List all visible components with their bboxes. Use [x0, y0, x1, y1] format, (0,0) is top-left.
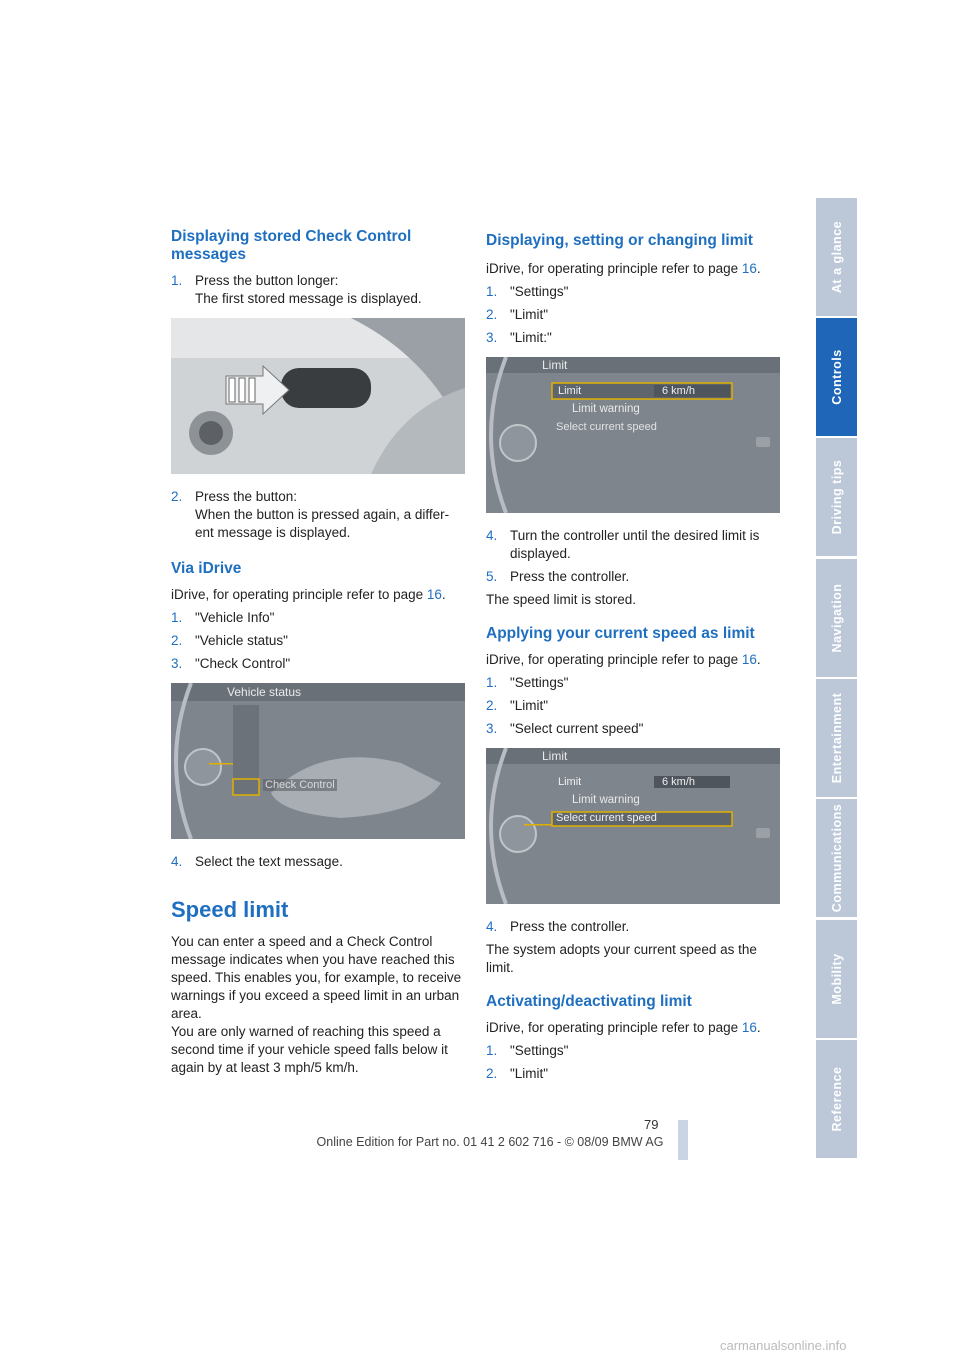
display-steps — [486, 283, 780, 347]
step-subtext: The first stored message is displayed. — [195, 291, 422, 306]
step-number: 2. — [486, 698, 498, 713]
list-item — [486, 918, 780, 936]
list-item — [486, 720, 780, 738]
step-number: 1. — [171, 273, 183, 288]
page-ref-link[interactable]: 16 — [741, 261, 757, 276]
list-item — [171, 655, 465, 673]
speed-paragraph-1: You can enter a speed and a Check Control message indicates when you have reached this speed. This enables you, for example, to receive warnings if you exceed a speed limit in an urban area. — [171, 934, 462, 1021]
idrive-intro: iDrive, for operating principle refer to page 16. — [171, 587, 446, 602]
row-limit-label: Limit — [558, 776, 582, 788]
step-text: Select the text message. — [195, 854, 343, 869]
step-text: Turn the controller until the desired limit is displayed. — [510, 528, 760, 561]
list-item — [486, 697, 780, 715]
tab-controls[interactable] — [816, 318, 857, 436]
apply-step-4 — [486, 918, 780, 936]
step-text: "Select current speed" — [510, 721, 644, 736]
list-item — [486, 306, 780, 324]
activate-steps — [486, 1042, 780, 1083]
step-number: 4. — [486, 919, 498, 934]
tab-mobility[interactable] — [816, 920, 857, 1038]
row-limit-value: 6 km/h — [662, 385, 696, 397]
heading-stored-messages: Displaying stored Check Control messages — [171, 228, 412, 263]
heading-display-limit: Displaying, setting or changing limit — [486, 232, 753, 249]
stored-steps-2 — [171, 488, 465, 542]
tab-driving-tips[interactable] — [816, 438, 857, 556]
stored-text: The speed limit is stored. — [486, 592, 637, 607]
list-item — [486, 329, 780, 347]
tab-label: At a glance — [829, 220, 844, 294]
tab-label: Communications — [829, 803, 844, 913]
screen-title: Limit — [542, 358, 568, 372]
row-limit-warning: Limit warning — [572, 403, 640, 415]
tab-label: Entertainment — [829, 692, 844, 784]
step-text: Press the controller. — [510, 919, 630, 934]
chapter-tabs — [816, 198, 857, 1160]
intro-text: iDrive, for operating principle refer to page — [486, 261, 742, 276]
right-column — [486, 228, 780, 1088]
step-text: "Settings" — [510, 1043, 569, 1058]
screen-title: Limit — [542, 749, 568, 763]
intro-text: iDrive, for operating principle refer to page — [486, 1020, 742, 1035]
list-item — [171, 488, 465, 542]
heading-speed-limit: Speed limit — [171, 897, 289, 922]
stored-steps-1 — [171, 272, 465, 308]
heading-activate-limit: Activating/deactivating limit — [486, 993, 692, 1010]
list-item — [171, 609, 465, 627]
select-speed-screen-figure — [486, 748, 780, 904]
step-text: "Limit:" — [510, 330, 552, 345]
step-number: 4. — [171, 854, 183, 869]
list-item — [486, 674, 780, 692]
heading-apply-current-speed: Applying your current speed as limit — [486, 625, 755, 642]
tab-reference[interactable] — [816, 1040, 857, 1158]
tab-communications[interactable] — [816, 799, 857, 917]
idrive-step-4 — [171, 853, 465, 871]
steering-column-figure — [171, 318, 465, 474]
step-number: 3. — [486, 721, 498, 736]
step-number: 1. — [171, 610, 183, 625]
list-item — [171, 632, 465, 650]
footer-text: Online Edition for Part no. 01 41 2 602 716 - © 08/09 BMW AG — [316, 1135, 664, 1149]
limit-screen-figure — [486, 357, 780, 513]
step-number: 2. — [171, 489, 183, 504]
step-subtext: When the button is pressed again, a differ-ent message is displayed. — [195, 507, 450, 540]
step-text: "Vehicle Info" — [195, 610, 275, 625]
step-number: 3. — [171, 656, 183, 671]
step-number: 5. — [486, 569, 498, 584]
tab-navigation[interactable] — [816, 559, 857, 677]
tab-label: Driving tips — [829, 459, 844, 535]
list-item — [486, 527, 780, 563]
display-steps-2 — [486, 527, 780, 586]
step-text: "Vehicle status" — [195, 633, 288, 648]
apply-intro: iDrive, for operating principle refer to page 16. — [486, 652, 761, 667]
step-text: "Limit" — [510, 698, 549, 713]
screen-item-check-control: Check Control — [265, 779, 335, 791]
step-number: 1. — [486, 284, 498, 299]
row-limit-value: 6 km/h — [662, 776, 696, 788]
list-item — [171, 272, 465, 308]
tab-label: Mobility — [829, 953, 844, 1005]
intro-text: iDrive, for operating principle refer to page — [171, 587, 427, 602]
step-text: "Limit" — [510, 1066, 549, 1081]
row-select-current-speed: Select current speed — [556, 421, 657, 433]
tab-label: Reference — [829, 1066, 844, 1132]
screen-title: Vehicle status — [227, 685, 302, 699]
page-number: 79 — [644, 1117, 659, 1132]
idrive-steps — [171, 609, 465, 673]
page-ref-link[interactable]: 16 — [741, 652, 757, 667]
step-number: 1. — [486, 1043, 498, 1058]
step-text: "Check Control" — [195, 656, 291, 671]
tab-at-a-glance[interactable] — [816, 198, 857, 316]
page-ref-link[interactable]: 16 — [741, 1020, 757, 1035]
step-number: 4. — [486, 528, 498, 543]
step-text: "Settings" — [510, 284, 569, 299]
apply-result: The system adopts your current speed as the limit. — [486, 942, 757, 975]
step-number: 2. — [486, 307, 498, 322]
row-limit-warning: Limit warning — [572, 794, 640, 806]
step-text: Press the button longer: — [195, 273, 339, 288]
list-item — [486, 1042, 780, 1060]
heading-via-idrive: Via iDrive — [171, 560, 242, 577]
tab-label: Controls — [829, 349, 844, 405]
tab-label: Navigation — [829, 583, 844, 653]
watermark: carmanualsonline.info — [720, 1338, 847, 1353]
step-number: 2. — [486, 1066, 498, 1081]
intro-text: iDrive, for operating principle refer to page — [486, 652, 742, 667]
step-text: "Settings" — [510, 675, 569, 690]
step-number: 2. — [171, 633, 183, 648]
step-number: 3. — [486, 330, 498, 345]
row-select-current-speed: Select current speed — [556, 812, 657, 824]
apply-steps — [486, 674, 780, 738]
list-item — [171, 853, 465, 871]
tab-entertainment[interactable] — [816, 679, 857, 797]
step-text: Press the controller. — [510, 569, 630, 584]
page-ref-link[interactable]: 16 — [426, 587, 442, 602]
left-column — [171, 228, 465, 1082]
step-text: Press the button: — [195, 489, 298, 504]
row-limit-label: Limit — [558, 385, 582, 397]
activate-intro: iDrive, for operating principle refer to page 16. — [486, 1020, 761, 1035]
list-item — [486, 1065, 780, 1083]
vehicle-status-figure — [171, 683, 465, 839]
list-item — [486, 283, 780, 301]
step-number: 1. — [486, 675, 498, 690]
list-item — [486, 568, 780, 586]
step-text: "Limit" — [510, 307, 549, 322]
display-intro: iDrive, for operating principle refer to page 16. — [486, 261, 761, 276]
speed-paragraph-2: You are only warned of reaching this speed a second time if your vehicle speed falls below it again by at least 3 mph/5 km/h. — [171, 1024, 448, 1075]
